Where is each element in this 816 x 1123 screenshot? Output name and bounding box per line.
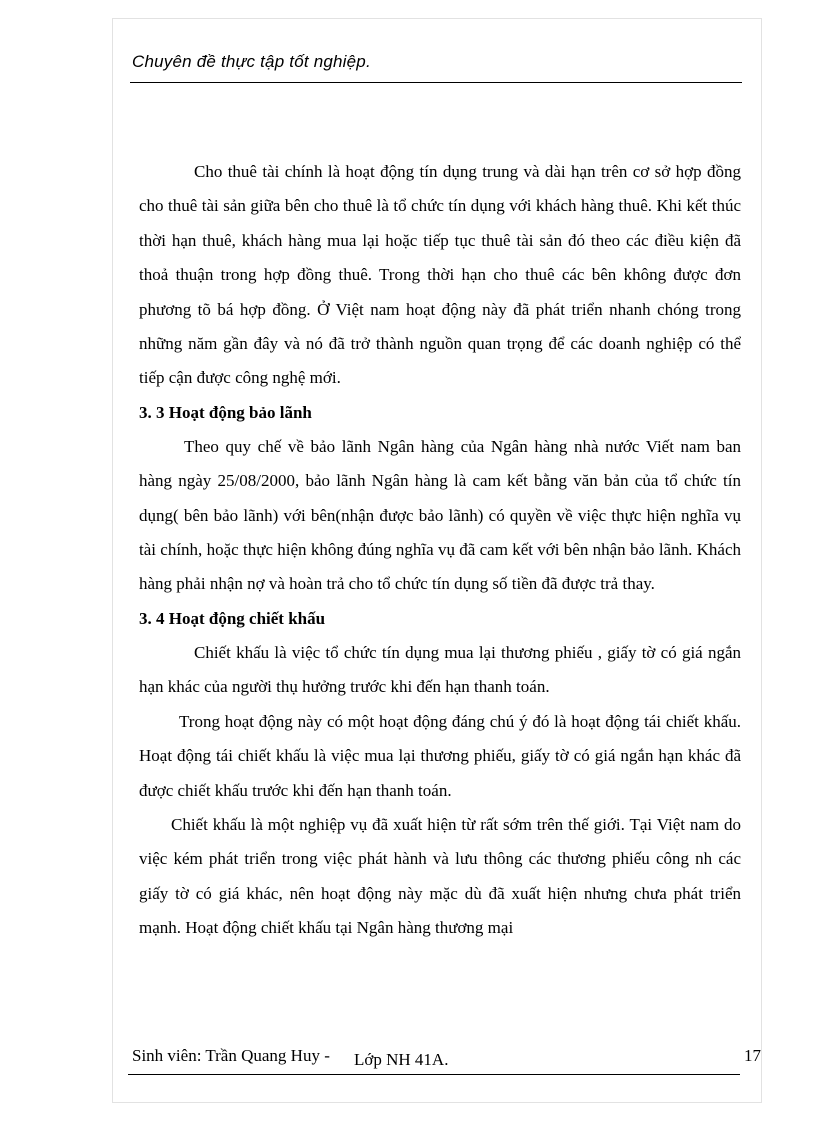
page-header	[130, 52, 742, 83]
header-title: Chuyên đề thực tập tốt nghiệp.	[132, 52, 371, 71]
footer-student: Sinh viên: Trần Quang Huy -	[132, 1046, 330, 1065]
page-footer	[128, 1046, 740, 1075]
paragraph-discount-history: Chiết khấu là một nghiệp vụ đã xuất hiện từ rất sớm trên thế giới. Tại Việt nam do việc kém phát triển trong việc phát hành và lưu thông các thương phiếu công nh các giấy tờ có giá khác, nên hoạt động này mặc dù đã xuất hiện nhưng chưa phát triển mạnh. Hoạt động chiết khấu tại Ngân hàng thương mại	[139, 814, 741, 938]
footer-class: Lớp NH 41A.	[354, 1050, 449, 1069]
paragraph-rediscount: Trong hoạt động này có một hoạt động đáng chú ý đó là hoạt động tái chiết khấu. Hoạt động tái chiết khấu là việc mua lại thương phiếu, giấy tờ có giá ngắn hạn khác đã được chiết khấu trước khi đến hạn thanh toán.	[139, 711, 741, 800]
section-heading-3-3: 3. 3 Hoạt động bảo lãnh	[139, 402, 312, 422]
paragraph-discount-definition: Chiết khấu là việc tổ chức tín dụng mua lại thương phiếu , giấy tờ có giá ngắn hạn khác của người thụ hưởng trước khi đến hạn thanh toán.	[139, 642, 741, 697]
paragraph-guarantee: Theo quy chế về bảo lãnh Ngân hàng của Ngân hàng nhà nước Viết nam ban hàng ngày 25/08/2000, bảo lãnh Ngân hàng là cam kết bằng văn bản của tổ chức tín dụng( bên bảo lãnh) với bên(nhận được bảo lãnh) có quyền về việc thực hiện nghĩa vụ tài chính, hoặc thực hiện không đúng nghĩa vụ đã cam kết với bên nhận bảo lãnh. Khách hàng phải nhận nợ và hoàn trả cho tổ chức tín dụng số tiền đã được trả thay.	[139, 436, 741, 594]
section-heading-3-4: 3. 4 Hoạt động chiết khấu	[139, 608, 326, 628]
page-number: 17	[744, 1046, 761, 1065]
paragraph-leasing: Cho thuê tài chính là hoạt động tín dụng trung và dài hạn trên cơ sở hợp đồng cho thuê tài sản giữa bên cho thuê là tổ chức tín dụng với khách hàng thuê. Khi kết thúc thời hạn thuê, khách hàng mua lại hoặc tiếp tục thuê tài sản đó theo các điều kiện đã thoả thuận trong hợp đồng thuê. Trong thời hạn cho thuê các bên không được đơn phương tõ bá hợp đồng. Ở Việt nam hoạt động này đã phát triển nhanh chóng trong những năm gần đây và nó đã trở thành nguồn quan trọng để các doanh nghiệp có thể tiếp cận được công nghệ mới.	[139, 162, 741, 388]
document-body	[139, 155, 741, 946]
